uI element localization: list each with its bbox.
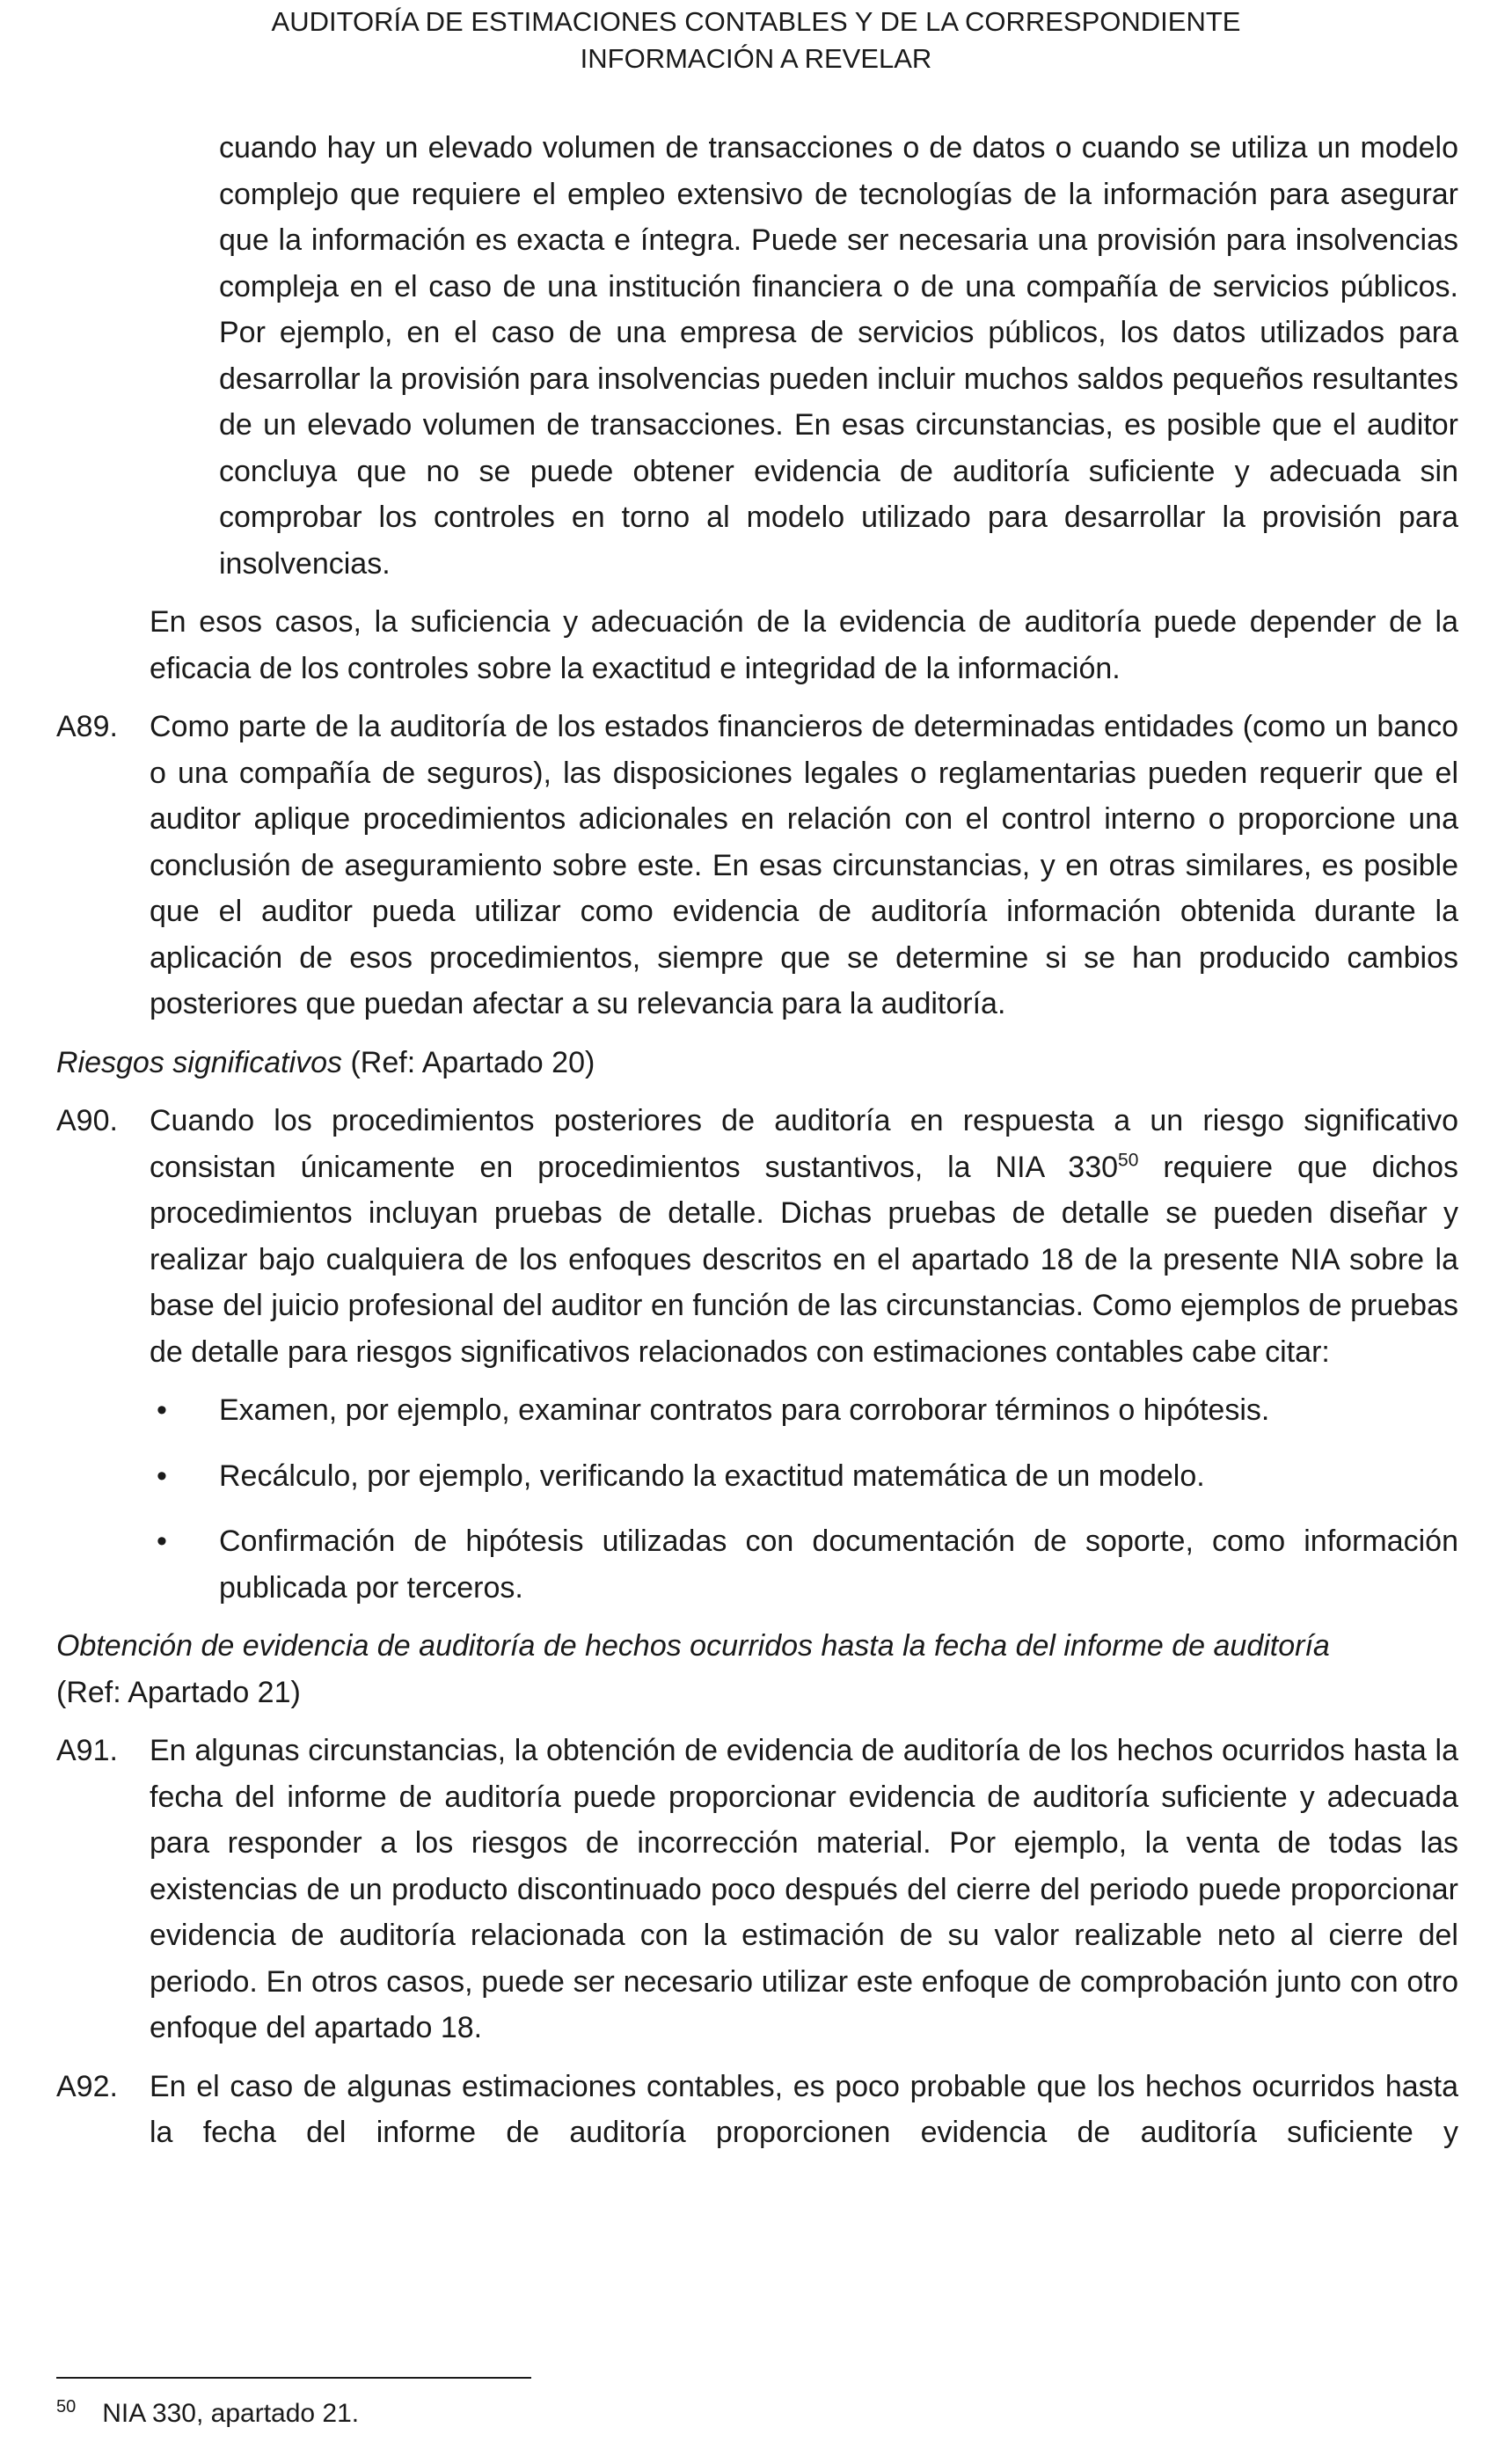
footnote-text: NIA 330, apartado 21. [102,2399,360,2428]
paragraph-text: En el caso de algunas estimaciones contables, es poco probable que los hechos ocurridos hasta la fecha del informe de auditoría proporcionen evidencia de auditoría suficiente y [150,2069,1458,2149]
bullet-icon: • [157,1393,167,1427]
list-item-text: Recálculo, por ejemplo, verificando la exactitud matemática de un modelo. [219,1459,1205,1493]
heading-title: Riesgos significativos [56,1045,343,1079]
heading-reference: (Ref: Apartado 21) [56,1675,301,1709]
paragraph-a90 [56,1098,1458,1375]
bullet-icon: • [157,1459,167,1493]
page-body [56,125,1458,2156]
list-item [56,1387,1458,1434]
paragraph-number: A89. [56,710,118,743]
paragraph-number: A91. [56,1734,118,1767]
list-item [56,1518,1458,1611]
running-header [0,4,1512,77]
continued-bullet-text: cuando hay un elevado volumen de transacciones o de datos o cuando se utiliza un modelo complejo que requiere el empleo extensivo de tecnologías de la información para asegurar que la información es exacta e íntegra. Puede ser necesaria una provisión para insolvencias compleja en el caso de una institución financiera o de una compañía de servicios públicos. Por ejemplo, en el caso de una empresa de servicios públicos, los datos utilizados para desarrollar la provisión para insolvencias pueden incluir muchos saldos pequeños resultantes de un elevado volumen de transacciones. En esas circunstancias, es posible que el auditor concluya que no se puede obtener evidencia de auditoría suficiente y adecuada sin comprobar los controles en torno al modelo utilizado para desarrollar la provisión para insolvencias. [219,131,1458,581]
footnote-reference: 50 [1118,1150,1139,1171]
list-item-text: Confirmación de hipótesis utilizadas con documentación de soporte, como información publicada por terceros. [219,1524,1458,1605]
section-heading-hechos-posteriores [56,1623,1458,1715]
footnote-number: 50 [56,2397,77,2416]
paragraph-text-part1: Cuando los procedimientos posteriores de auditoría en respuesta a un riesgo significativo consistan únicamente en procedimientos sustantivos, la NIA 330 [150,1104,1458,1184]
continuation-paragraph: En esos casos, la suficiencia y adecuación de la evidencia de auditoría puede depender de la eficacia de los controles sobre la exactitud e integridad de la información. [150,605,1458,685]
heading-reference: (Ref: Apartado 20) [342,1045,595,1079]
list-item [56,1453,1458,1500]
footnote [56,2394,359,2433]
header-line-2: INFORMACIÓN A REVELAR [580,43,932,74]
paragraph-number: A92. [56,2069,118,2103]
bullet-icon: • [157,1524,167,1558]
header-line-1: AUDITORÍA DE ESTIMACIONES CONTABLES Y DE LA CORRESPONDIENTE [271,6,1241,37]
paragraph-a92 [56,2064,1458,2156]
list-item-text: Examen, por ejemplo, examinar contratos para corroborar términos o hipótesis. [219,1393,1270,1427]
footnote-separator [56,2377,531,2379]
paragraph-text-part2: requiere que dichos procedimientos incluyan pruebas de detalle. Dichas pruebas de detalle se pueden diseñar y realizar bajo cualquiera de los enfoques descritos en el apartado 18 de la presente NIA sobre la base del juicio profesional del auditor en función de las circunstancias. Como ejemplos de pruebas de detalle para riesgos significativos relacionados con estimaciones contables cabe citar: [150,1150,1458,1369]
paragraph-text [150,1098,1458,1375]
paragraph-text: En algunas circunstancias, la obtención de evidencia de auditoría de los hechos ocurridos hasta la fecha del informe de auditoría puede proporcionar evidencia de auditoría suficiente y adecuada para responder a los riesgos de incorrección material. Por ejemplo, la venta de todas las existencias de un producto discontinuado poco después del cierre del periodo puede proporcionar evidencia de auditoría relacionada con la estimación de su valor realizable neto al cierre del periodo. En otros casos, puede ser necesario utilizar este enfoque de comprobación junto con otro enfoque del apartado 18. [150,1734,1458,2044]
paragraph-a89 [56,704,1458,1027]
heading-title: Obtención de evidencia de auditoría de hechos ocurridos hasta la fecha del informe de auditoría [56,1629,1330,1663]
section-heading-riesgos [56,1040,1458,1086]
paragraph-text: Como parte de la auditoría de los estados financieros de determinadas entidades (como un banco o una compañía de seguros), las disposiciones legales o reglamentarias pueden requerir que el auditor aplique procedimientos adicionales en relación con el control interno o proporcione una conclusión de aseguramiento sobre este. En esas circunstancias, y en otras similares, es posible que el auditor pueda utilizar como evidencia de auditoría información obtenida durante la aplicación de esos procedimientos, siempre que se determine si se han producido cambios posteriores que puedan afectar a su relevancia para la auditoría. [150,710,1458,1020]
paragraph-a91 [56,1728,1458,2051]
paragraph-number: A90. [56,1104,118,1137]
